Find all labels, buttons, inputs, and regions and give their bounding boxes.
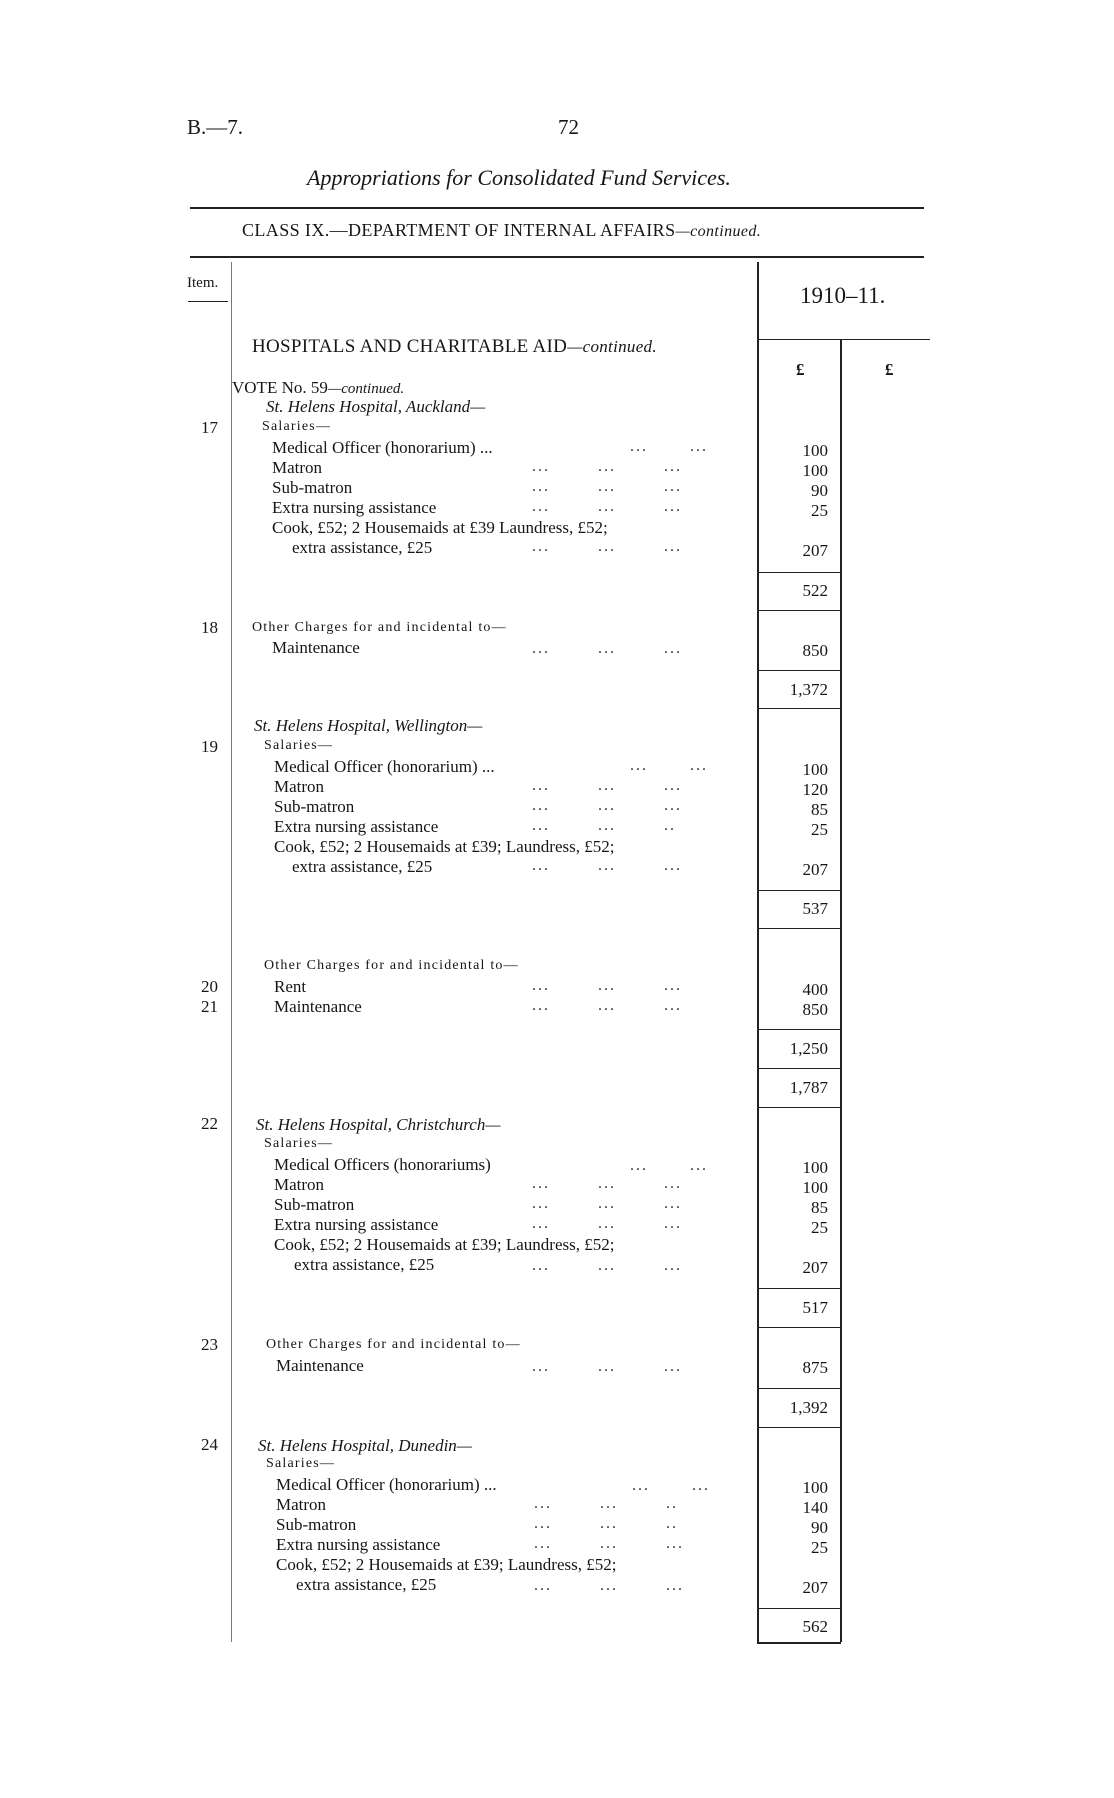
line-item: extra assistance, £25 — [292, 857, 433, 876]
line-item: Matron — [276, 1495, 327, 1514]
leader-dots: ... ... ... — [532, 1195, 682, 1212]
leader-dots: ... ... ... — [532, 478, 682, 495]
line-item: Extra nursing assistance — [272, 498, 437, 517]
class-rule — [190, 256, 924, 258]
amount: 100 — [802, 760, 828, 779]
line-item: Medical Officer (honorarium) ... — [276, 1475, 497, 1494]
line-item: Extra nursing assistance — [276, 1535, 441, 1554]
item-number: 20 — [201, 977, 218, 996]
total-rule — [757, 1107, 841, 1108]
item-column-divider — [231, 262, 232, 1642]
subtotal: 562 — [802, 1617, 828, 1636]
leader-dots: ... ... — [632, 1477, 710, 1494]
subtotal-rule — [757, 890, 841, 891]
amount: 850 — [802, 641, 828, 660]
line-item: Sub-matron — [274, 1195, 355, 1214]
institution-heading: St. Helens Hospital, Auckland— — [266, 397, 486, 416]
subtotal-rule — [757, 1608, 841, 1609]
leader-dots: ... ... ... — [532, 1257, 682, 1274]
line-item: Medical Officer (honorarium) ... — [274, 757, 495, 776]
subtotal: 517 — [802, 1298, 828, 1317]
leader-dots: ... ... ... — [532, 1175, 682, 1192]
header-rule — [190, 207, 924, 209]
block-total: 1,787 — [789, 1078, 828, 1097]
item-number: 22 — [201, 1114, 218, 1133]
leader-dots: ... ... ... — [532, 1358, 682, 1375]
salaries-heading: Salaries— — [262, 419, 332, 434]
subtotal-rule — [757, 928, 841, 929]
item-number: 24 — [201, 1435, 218, 1454]
amount: 25 — [811, 501, 828, 520]
subtotal-rule — [757, 572, 841, 573]
line-item: Cook, £52; 2 Housemaids at £39; Laundress, £52; — [274, 837, 615, 856]
line-item: Sub-matron — [272, 478, 353, 497]
leader-dots: ... ... ... — [534, 1577, 684, 1594]
leader-dots: ... ... ... — [532, 857, 682, 874]
amount: 207 — [802, 1258, 828, 1277]
leader-dots: ... ... — [630, 438, 708, 455]
leader-dots: ... ... ... — [532, 458, 682, 475]
leader-dots: ... ... ... — [532, 538, 682, 555]
subtotal: 522 — [802, 581, 828, 600]
amount: 25 — [811, 1218, 828, 1237]
total-rule — [757, 1427, 841, 1428]
line-item: Matron — [272, 458, 323, 477]
item-number: 21 — [201, 997, 218, 1016]
leader-dots: ... ... .. — [534, 1515, 678, 1532]
salaries-heading: Salaries— — [264, 1136, 334, 1151]
amount: 85 — [811, 800, 828, 819]
line-item: Maintenance — [276, 1356, 364, 1375]
subtotal-rule — [757, 1029, 841, 1030]
block-total: 1,392 — [789, 1398, 828, 1417]
amount: 207 — [802, 541, 828, 560]
line-item: Maintenance — [272, 638, 360, 657]
block-total: 1,372 — [789, 680, 828, 699]
amount: 140 — [802, 1498, 828, 1517]
total-rule — [757, 1388, 841, 1389]
item-number: 19 — [201, 737, 218, 756]
closing-rule — [757, 1642, 841, 1644]
leader-dots: ... ... ... — [532, 498, 682, 515]
vote-text: VOTE No. 59 — [232, 378, 328, 397]
leader-dots: ... ... — [630, 757, 708, 774]
institution-heading: St. Helens Hospital, Wellington— — [254, 716, 483, 735]
line-item: Matron — [274, 777, 325, 796]
total-rule — [757, 708, 841, 709]
subtotal-rule — [757, 1288, 841, 1289]
section-heading-text: HOSPITALS AND CHARITABLE AID — [252, 336, 568, 357]
line-item: Sub-matron — [274, 797, 355, 816]
line-item: Extra nursing assistance — [274, 817, 439, 836]
item-label-rule — [188, 301, 228, 302]
line-item: Cook, £52; 2 Housemaids at £39; Laundress, £52; — [276, 1555, 617, 1574]
amount: 207 — [802, 1578, 828, 1597]
salaries-heading: Salaries— — [266, 1456, 336, 1471]
line-item: extra assistance, £25 — [296, 1575, 437, 1594]
section-heading — [252, 336, 657, 358]
amount: 207 — [802, 860, 828, 879]
amount: 25 — [811, 1538, 828, 1557]
amount: 875 — [802, 1358, 828, 1377]
section-heading-cont: —continued. — [567, 337, 657, 356]
line-item: extra assistance, £25 — [294, 1255, 435, 1274]
amount: 850 — [802, 1000, 828, 1019]
amount: 100 — [802, 1178, 828, 1197]
amount: 100 — [802, 461, 828, 480]
fiscal-year: 1910–11. — [800, 283, 886, 308]
total-rule — [757, 670, 841, 671]
subtotal-rule — [757, 1327, 841, 1328]
amount: 120 — [802, 780, 828, 799]
leader-dots: ... ... ... — [532, 997, 682, 1014]
institution-heading: St. Helens Hospital, Christchurch— — [256, 1115, 501, 1134]
currency-symbol-2: £ — [885, 360, 894, 379]
item-column-label: Item. — [187, 275, 219, 291]
currency-symbol-1: £ — [796, 360, 805, 379]
page-number: 72 — [558, 115, 579, 139]
amount: 100 — [802, 1478, 828, 1497]
amount: 85 — [811, 1198, 828, 1217]
amount: 100 — [802, 441, 828, 460]
amount: 90 — [811, 481, 828, 500]
line-item: Extra nursing assistance — [274, 1215, 439, 1234]
item-number: 23 — [201, 1335, 218, 1354]
subtotal-rule — [757, 610, 841, 611]
line-item: Cook, £52; 2 Housemaids at £39 Laundress, £52; — [272, 518, 608, 537]
institution-heading: St. Helens Hospital, Dunedin— — [258, 1436, 472, 1455]
leader-dots: ... ... ... — [532, 1215, 682, 1232]
line-item: extra assistance, £25 — [292, 538, 433, 557]
leader-dots: ... ... ... — [532, 977, 682, 994]
amount-column-right — [840, 340, 842, 1642]
leader-dots: ... ... — [630, 1157, 708, 1174]
line-item: Medical Officers (honorariums) — [274, 1155, 491, 1174]
class-heading-cont: —continued. — [675, 223, 762, 240]
line-item: Matron — [274, 1175, 325, 1194]
other-charges-heading: Other Charges for and incidental to— — [266, 1337, 521, 1352]
line-item: Cook, £52; 2 Housemaids at £39; Laundress, £52; — [274, 1235, 615, 1254]
item-number: 18 — [201, 618, 218, 637]
subtotal: 1,250 — [789, 1039, 828, 1058]
leader-dots: ... ... .. — [534, 1495, 678, 1512]
amount: 90 — [811, 1518, 828, 1537]
amount: 25 — [811, 820, 828, 839]
vote-heading — [232, 378, 404, 398]
line-item: Sub-matron — [276, 1515, 357, 1534]
page-title: Appropriations for Consolidated Fund Services. — [307, 165, 731, 190]
leader-dots: ... ... .. — [532, 817, 676, 834]
class-heading-text: CLASS IX.—DEPARTMENT OF INTERNAL AFFAIRS — [242, 220, 676, 240]
other-charges-heading: Other Charges for and incidental to— — [252, 620, 507, 635]
page-ref: B.—7. — [187, 115, 244, 139]
line-item: Medical Officer (honorarium) ... — [272, 438, 493, 457]
other-charges-heading: Other Charges for and incidental to— — [264, 958, 519, 973]
salaries-heading: Salaries— — [264, 738, 334, 753]
vote-cont: —continued. — [327, 381, 405, 397]
line-item: Rent — [274, 977, 307, 996]
year-rule — [757, 339, 930, 340]
subtotal: 537 — [802, 899, 828, 918]
leader-dots: ... ... ... — [532, 797, 682, 814]
amount: 400 — [802, 980, 828, 999]
line-item: Maintenance — [274, 997, 362, 1016]
amount: 100 — [802, 1158, 828, 1177]
leader-dots: ... ... ... — [532, 777, 682, 794]
leader-dots: ... ... ... — [532, 640, 682, 657]
total-rule — [757, 1068, 841, 1069]
item-number: 17 — [201, 418, 218, 437]
leader-dots: ... ... ... — [534, 1535, 684, 1552]
class-heading — [242, 220, 761, 241]
